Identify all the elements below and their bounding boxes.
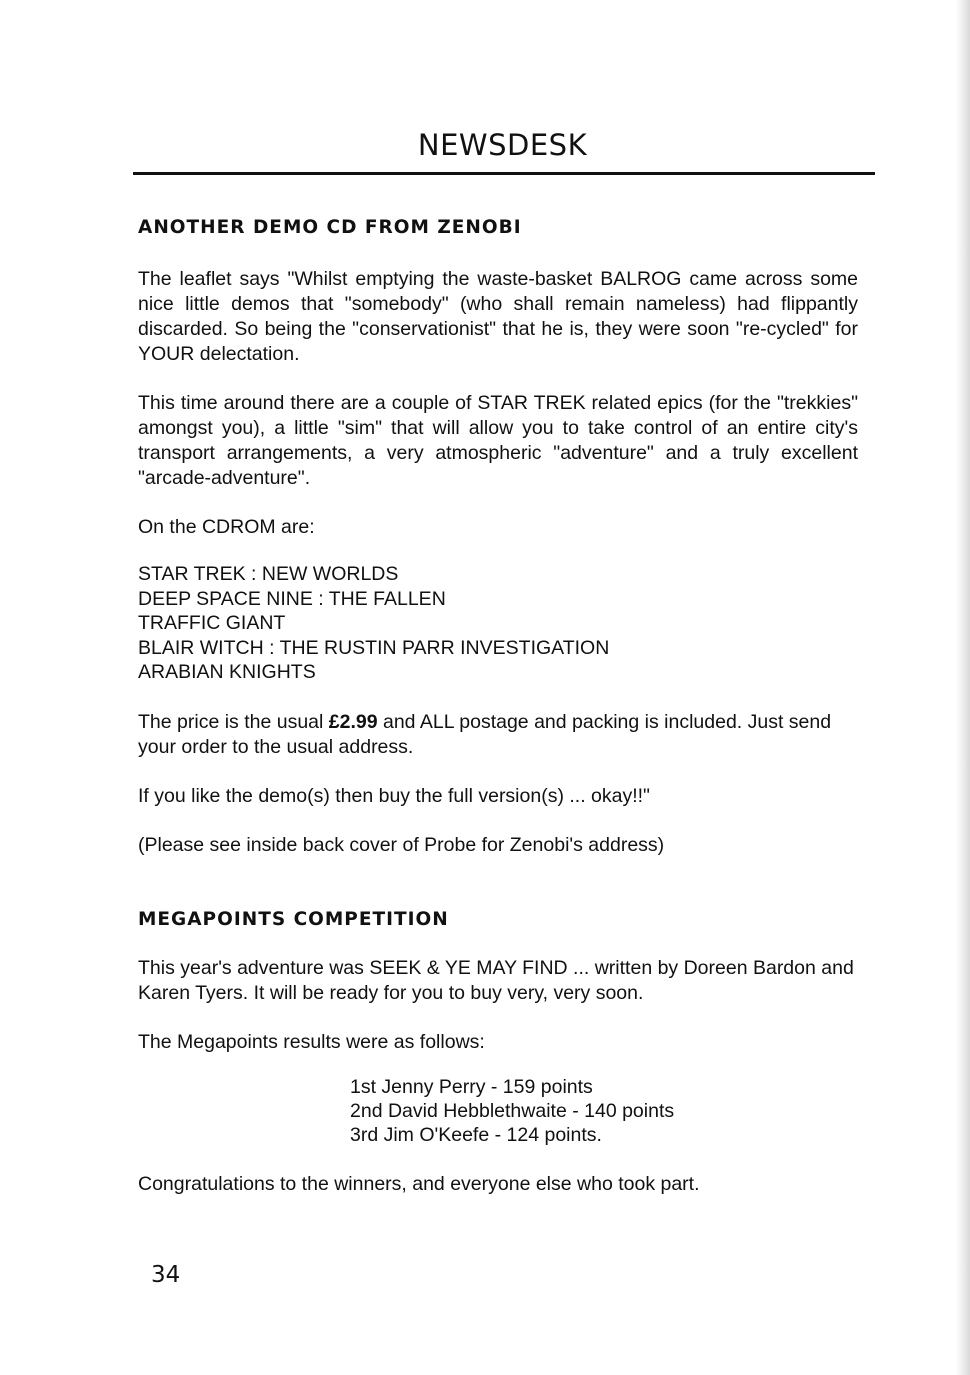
- results-list: [350, 1075, 858, 1147]
- price-text-before: The price is the usual: [138, 710, 329, 733]
- paragraph-address-note: (Please see inside back cover of Probe for Zenobi's address): [138, 833, 665, 856]
- paragraph-congratulations: Congratulations to the winners, and everyone else who took part.: [138, 1172, 700, 1195]
- paragraph-leaflet: The leaflet says "Whilst emptying the waste-basket BALROG came across some nice little demos that "somebody" (who shall remain nameless) had flippantly discarded. So being the "conservationist" that he is, they were soon "re-cycled" for YOUR delectation.: [138, 268, 858, 365]
- list-item: BLAIR WITCH : THE RUSTIN PARR INVESTIGATION: [138, 636, 610, 659]
- price-text-after: and ALL postage and packing is included. Just send your order to the usual address.: [138, 710, 832, 758]
- list-item: 1st Jenny Perry - 159 points: [350, 1075, 593, 1098]
- list-item: 2nd David Hebblethwaite - 140 points: [350, 1099, 675, 1122]
- title-rule: [133, 172, 875, 175]
- list-item: STAR TREK : NEW WORLDS: [138, 563, 399, 585]
- article-body: [138, 213, 858, 1197]
- paragraph-this-time: This time around there are a couple of STAR TREK related epics (for the "trekkies" amongst you), a little "sim" that will allow you to take control of an entire city's transport arrangements, a very atmospheric "adventure" and a truly excellent "arcade-adventure".: [138, 392, 858, 489]
- price-value: £2.99: [328, 710, 378, 733]
- page-title: NEWSDESK: [417, 128, 588, 162]
- page-number: 34: [151, 1262, 181, 1288]
- list-item: 3rd Jim O'Keefe - 124 points.: [350, 1123, 602, 1146]
- paragraph-results-intro: The Megapoints results were as follows:: [138, 1030, 485, 1053]
- paragraph-buy-full: If you like the demo(s) then buy the full version(s) ... okay!!": [138, 784, 650, 807]
- list-item: DEEP SPACE NINE : THE FALLEN: [138, 587, 446, 610]
- list-item: ARABIAN KNIGHTS: [138, 661, 316, 683]
- paragraph-cdrom-intro: On the CDROM are:: [138, 516, 315, 538]
- paragraph-adventure: This year's adventure was SEEK & YE MAY FIND ... written by Doreen Bardon and Karen Tyers. It will be ready for you to buy very, very soon.: [138, 956, 854, 1004]
- article-heading-demo-cd: ANOTHER DEMO CD FROM ZENOBI: [138, 217, 522, 238]
- paragraph-price: [138, 710, 858, 760]
- game-list: [138, 562, 858, 685]
- list-item: TRAFFIC GIANT: [138, 612, 286, 634]
- page-edge-shadow: [956, 0, 970, 1375]
- article-heading-megapoints: MEGAPOINTS COMPETITION: [138, 908, 449, 930]
